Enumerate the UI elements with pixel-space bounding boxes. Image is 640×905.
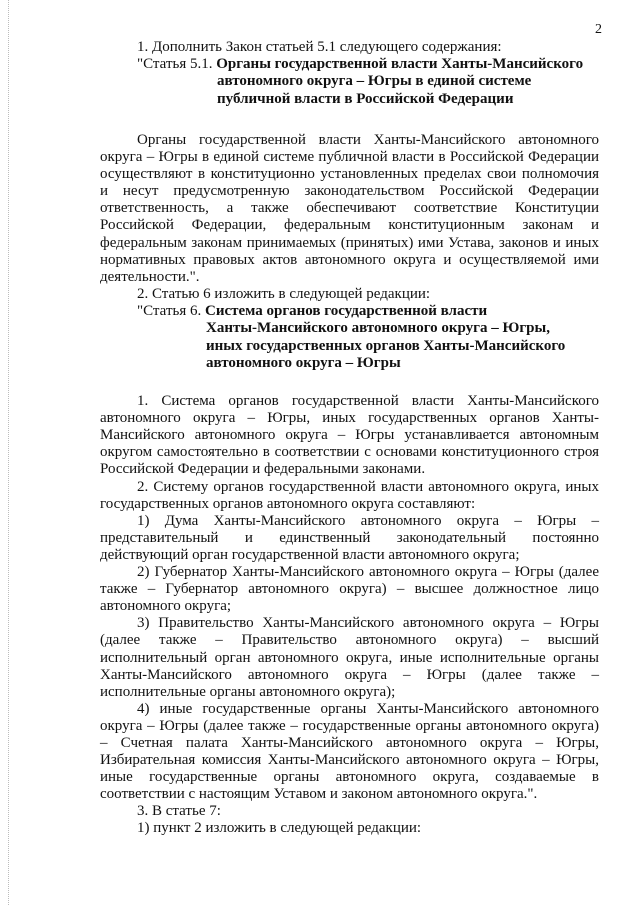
article-5-1-title-line-2: автономного округа – Югры в единой системе — [217, 73, 532, 90]
article-6-title-line-2: Ханты-Мансийского автономного округа – Югры, — [206, 320, 550, 337]
article-6-paragraph-1: 1. Система органов государственной власти Ханты-Мансийского автономного округа – Югры, иных государственных органов Ханты-Мансийского автономного округа – Югры устанавливается автономным округом самостоятельно в соответствии с основами конституционного строя Российской Федерации и федеральными законами. — [100, 393, 599, 478]
page-number: 2 — [595, 22, 602, 37]
list-item: 2) Губернатор Ханты-Мансийского автономного округа – Югры (далее также – Губернатор автономного округа) – высшее должностное лицо автономного округа; — [100, 564, 599, 615]
item-1-intro: 1. Дополнить Закон статьей 5.1 следующего содержания: — [137, 39, 502, 55]
article-5-1-label: "Статья 5.1. — [137, 56, 217, 73]
article-6-heading — [100, 303, 599, 372]
article-6-title-line-3: иных государственных органов Ханты-Мансийского — [206, 337, 566, 354]
article-6-label: "Статья 6. — [137, 302, 205, 319]
article-5-1-heading — [100, 56, 599, 108]
article-6-title-line-1: Система органов государственной власти — [204, 302, 488, 319]
article-5-1-title-line-3: публичной власти в Российской Федерации — [217, 90, 514, 107]
article-6-paragraph-2: 2. Систему органов государственной власти автономного округа, иных государственных органов автономного округа составляют: — [100, 478, 599, 512]
article-6-title-line-4: автономного округа – Югры — [206, 354, 401, 371]
article-5-1-title-line-1: Органы государственной власти Ханты-Мансийского — [216, 56, 584, 73]
article-5-1-text: Органы государственной власти Ханты-Мансийского автономного округа – Югры в единой системе публичной власти в Российской Федерации осуществляют в конституционно установленных пределах свои полномочия и несут предусмотренную законодательством Российской Федерации ответственность, а также обеспечивают соответствие Конституции Российской Федерации, федеральным конституционным законам и федеральным законам принимаемых (принятых) ими Устава, законов и иных нормативных правовых актов автономного округа и осуществляемой ими деятельности.". — [100, 131, 599, 285]
list-item: 3) Правительство Ханты-Мансийского автономного округа – Югры (далее также – Правительство автономного округа) – высший исполнительный орган автономного округа, иные исполнительные органы Ханты-Мансийского автономного округа – Югры (далее также – исполнительные органы автономного округа); — [100, 615, 599, 700]
item-2-intro: 2. Статью 6 изложить в следующей редакции: — [137, 285, 431, 302]
item-3-intro: 3. В статье 7: — [137, 803, 221, 820]
list-item: 4) иные государственные органы Ханты-Мансийского автономного округа – Югры (далее также – государственные органы автономного округа) – Счетная палата Ханты-Мансийского автономного округа – Югры, Избирательная комиссия Ханты-Мансийского автономного округа – Югры, иные государственные органы автономного округа, создаваемые в соответствии с настоящим Уставом и законом автономного округа.". — [100, 700, 599, 803]
scan-edge-line — [8, 0, 10, 905]
document-body — [100, 39, 599, 838]
item-3-subitem-1: 1) пункт 2 изложить в следующей редакции: — [137, 820, 422, 837]
list-item: 1) Дума Ханты-Мансийского автономного округа – Югры – представительный и единственный законодательный постоянно действующий орган государственной власти автономного округа; — [100, 512, 599, 563]
